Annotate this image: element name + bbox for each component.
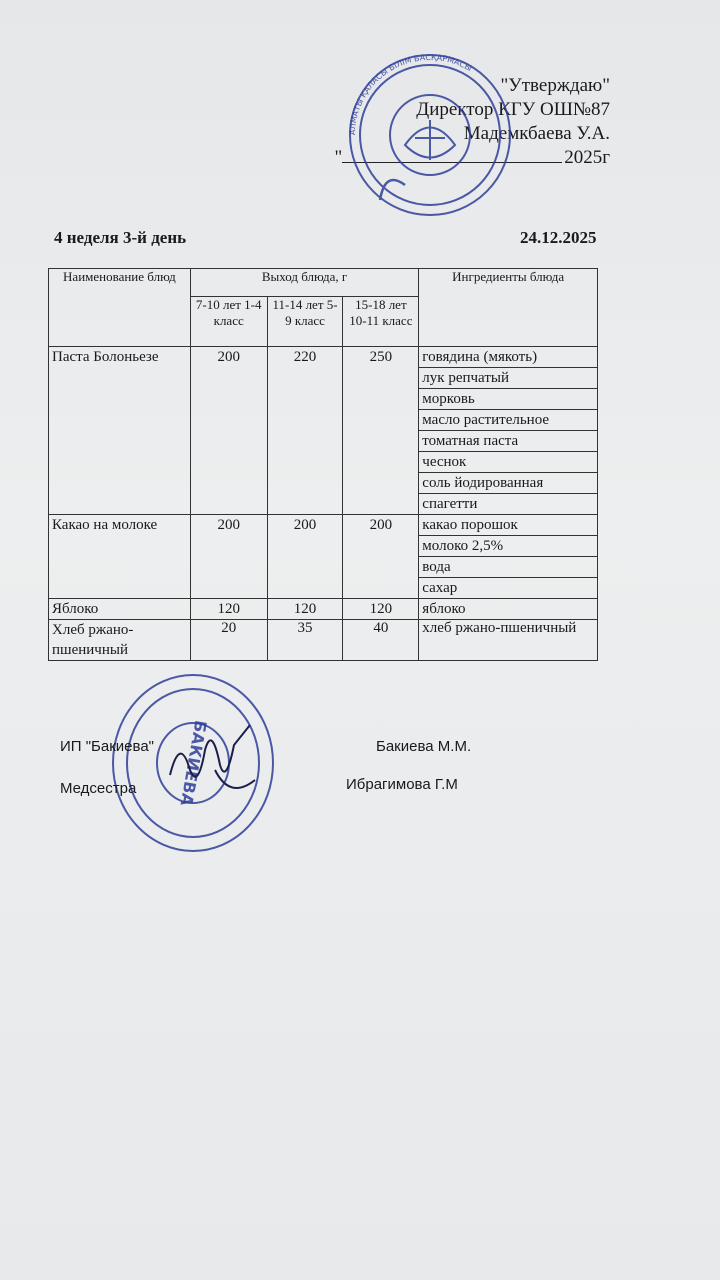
dish-output-age3: 250 xyxy=(343,347,419,515)
dish-output-age3: 200 xyxy=(343,515,419,599)
ingredient: какао порошок xyxy=(419,515,598,536)
approval-director-name: Мадемкбаева У.А. xyxy=(463,123,610,144)
ingredient: томатная паста xyxy=(419,431,598,452)
approval-date-year: 2025г xyxy=(564,147,610,168)
ingredient: сахар xyxy=(419,578,598,599)
ingredient: молоко 2,5% xyxy=(419,536,598,557)
dish-name: Яблоко xyxy=(49,599,191,620)
ip-label: ИП "Бакиева" xyxy=(60,738,154,755)
nurse-label: Медсестра xyxy=(60,780,137,797)
header-age-group-2: 11-14 лет 5-9 класс xyxy=(267,297,343,347)
ingredient: яблоко xyxy=(419,599,598,620)
dish-output-age2: 120 xyxy=(267,599,343,620)
dish-output-age3: 120 xyxy=(343,599,419,620)
ingredient: морковь xyxy=(419,389,598,410)
approval-position: Директор КГУ ОШ№87 xyxy=(416,99,610,120)
dish-output-age1: 200 xyxy=(190,515,267,599)
menu-date: 24.12.2025 xyxy=(520,228,597,247)
dish-output-age2: 35 xyxy=(267,620,343,661)
top-round-stamp xyxy=(345,50,515,220)
ip-name: Бакиева М.М. xyxy=(376,738,472,755)
dish-output-age2: 200 xyxy=(267,515,343,599)
dish-name: Паста Болоньезе xyxy=(49,347,191,515)
approval-title: "Утверждаю" xyxy=(500,75,610,96)
header-age-group-3: 15-18 лет 10-11 класс xyxy=(343,297,419,347)
header-ingredients: Ингредиенты блюда xyxy=(419,269,598,347)
bottom-stamp-text: БАКИЕВА xyxy=(176,718,211,808)
ingredient: хлеб ржано-пшеничный xyxy=(419,620,598,661)
ingredient: лук репчатый xyxy=(419,368,598,389)
dish-name: Какао на молоке xyxy=(49,515,191,599)
ingredient: масло растительное xyxy=(419,410,598,431)
ingredient: соль йодированная xyxy=(419,473,598,494)
dish-name: Хлеб ржано-пшеничный xyxy=(49,620,191,661)
dish-output-age2: 220 xyxy=(267,347,343,515)
nurse-name: Ибрагимова Г.М xyxy=(346,776,458,793)
ingredient: говядина (мякоть) xyxy=(419,347,598,368)
menu-table xyxy=(48,268,598,661)
svg-text:АЛМАТЫ ҚАЛАСЫ БІЛІМ БАСҚАРМАСЫ xyxy=(348,53,473,135)
dish-output-age1: 20 xyxy=(190,620,267,661)
ingredient: вода xyxy=(419,557,598,578)
header-age-group-1: 7-10 лет 1-4 класс xyxy=(190,297,267,347)
approval-date-quote: " xyxy=(334,147,343,168)
ingredient: спагетти xyxy=(419,494,598,515)
week-day-label: 4 неделя 3-й день xyxy=(54,228,187,247)
dish-output-age1: 120 xyxy=(190,599,267,620)
ingredient: чеснок xyxy=(419,452,598,473)
dish-output-age1: 200 xyxy=(190,347,267,515)
dish-output-age3: 40 xyxy=(343,620,419,661)
handwritten-signature xyxy=(160,715,280,805)
header-dish-name: Наименование блюд xyxy=(49,269,191,347)
header-output: Выход блюда, г xyxy=(190,269,419,297)
top-stamp-text: АЛМАТЫ ҚАЛАСЫ БІЛІМ БАСҚАРМАСЫ xyxy=(347,52,474,136)
